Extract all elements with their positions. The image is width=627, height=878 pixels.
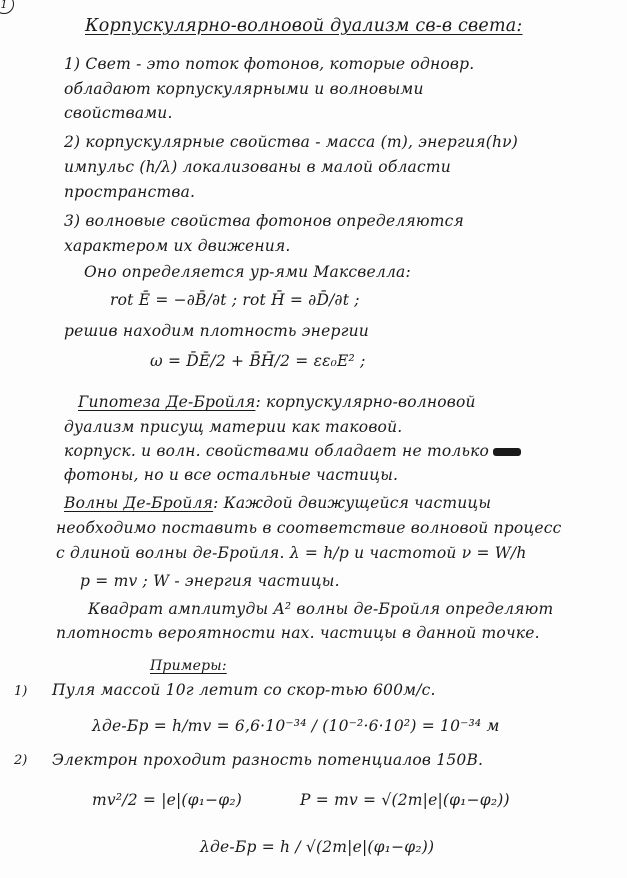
debroglie-waves-line1-rest: : Каждой движущейся частицы <box>213 494 492 512</box>
crossed-out-word <box>493 448 521 456</box>
item2-line2: импульс (h/λ) локализованы в малой области <box>64 158 451 176</box>
example1-text: Пуля массой 10г летит со скор-тью 600м/с. <box>52 681 436 699</box>
example2-equation2: P = mv = √(2m|e|(φ₁−φ₂)) <box>300 791 510 809</box>
debroglie-hypothesis-line1 <box>78 393 476 411</box>
debroglie-hypothesis-line4: фотоны, но и все остальные частицы. <box>64 466 399 484</box>
debroglie-hypothesis-line3: корпуск. и волн. свойствами обладает не только <box>64 442 490 460</box>
amplitude-line2: плотность вероятности нах. частицы в данной точке. <box>56 624 540 642</box>
item2-line3: пространства. <box>64 183 196 201</box>
example2-equation1: mv²/2 = |e|(φ₁−φ₂) <box>92 791 243 809</box>
debroglie-hypothesis-line1-rest: : корпускулярно-волновой <box>255 393 476 411</box>
debroglie-waves-line4: p = mv ; W - энергия частицы. <box>80 572 340 590</box>
debroglie-waves-title: Волны Де-Бройля <box>64 494 214 512</box>
examples-title: Примеры: <box>150 658 227 674</box>
debroglie-waves-line3: с длиной волны де-Бройля. λ = h/p и частотой ν = W/h <box>56 544 527 562</box>
energy-density-equation: ω = D̄Ē/2 + B̄H̄/2 = εε₀E² ; <box>150 352 366 370</box>
item3-line1: 3) волновые свойства фотонов определяются <box>64 212 464 230</box>
amplitude-line1: Квадрат амплитуды A² волны де-Бройля определяют <box>88 600 554 618</box>
maxwell-equations: rot Ē = −∂B̄/∂t ; rot H̄ = ∂D̄/∂t ; <box>110 291 360 309</box>
page-number: 1 <box>0 0 14 14</box>
item1-line3: свойствами. <box>64 104 173 122</box>
debroglie-waves-line2: необходимо поставить в соответствие волновой процесс <box>56 519 562 537</box>
item3-line2: характером их движения. <box>64 237 291 255</box>
example2-number: 2) <box>14 753 28 768</box>
item1-line1: 1) Свет - это поток фотонов, которые одновр. <box>64 55 475 73</box>
item2-line1: 2) корпускулярные свойства - масса (m), энергия(hν) <box>64 133 519 151</box>
example2-text: Электрон проходит разность потенциалов 150В. <box>52 751 484 769</box>
example1-equation: λде-Бр = h/mv = 6,6·10⁻³⁴ / (10⁻²·6·10²) = 10⁻³⁴ м <box>92 717 500 735</box>
example1-number: 1) <box>14 684 28 699</box>
example2-equation3: λде-Бр = h / √(2m|e|(φ₁−φ₂)) <box>200 838 435 856</box>
debroglie-hypothesis-title: Гипотеза Де-Бройля <box>78 393 256 411</box>
density-intro: решив находим плотность энергии <box>64 322 369 340</box>
page-title: Корпускулярно-волновой дуализм св-в света: <box>85 16 523 36</box>
debroglie-waves-line1 <box>64 494 491 512</box>
debroglie-hypothesis-line2: дуализм присущ материи как таковой. <box>64 418 403 436</box>
item1-line2: обладают корпускулярными и волновыми <box>64 80 424 98</box>
maxwell-intro: Оно определяется ур-ями Максвелла: <box>84 263 411 281</box>
debroglie-hypothesis-line3-wrap <box>64 442 521 460</box>
